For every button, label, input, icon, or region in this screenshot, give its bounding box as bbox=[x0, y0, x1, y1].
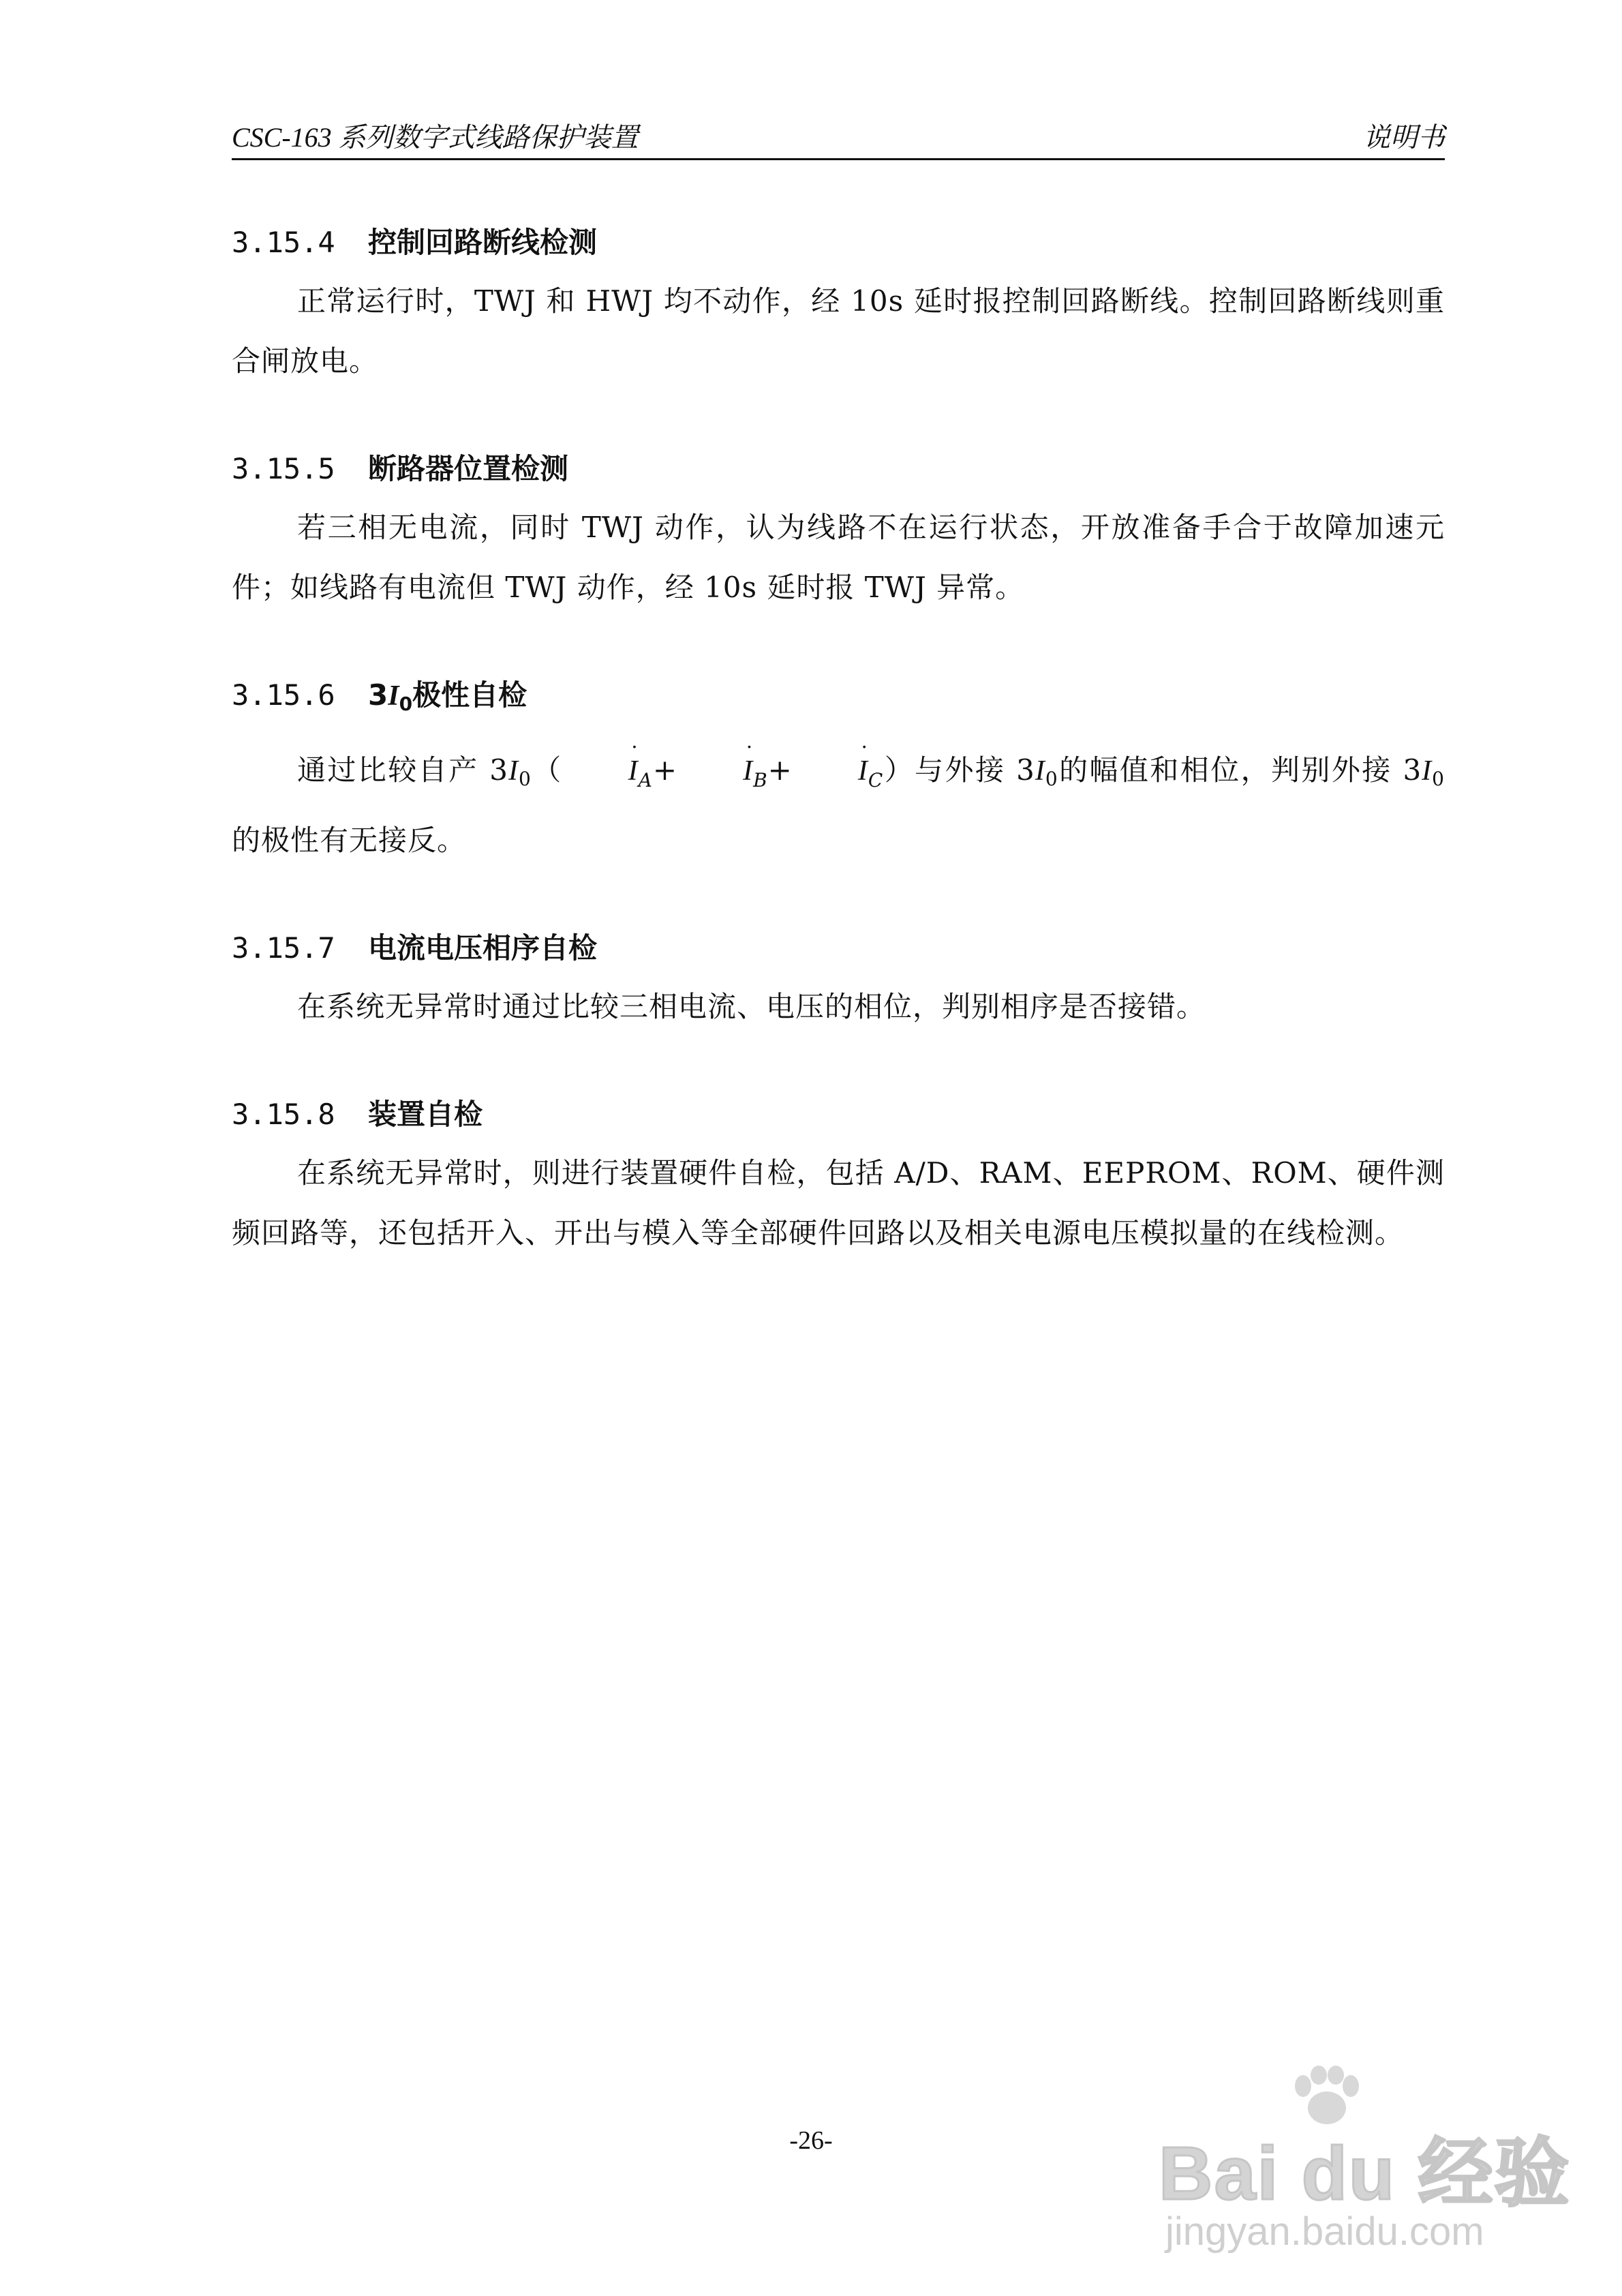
var-i: I bbox=[508, 755, 519, 787]
section-number: 3.15.6 bbox=[232, 678, 335, 712]
watermark-url: jingyan.baidu.com bbox=[1165, 2209, 1484, 2254]
section-paragraph bbox=[232, 740, 1445, 871]
subscript-c: C bbox=[868, 769, 884, 791]
section-heading bbox=[232, 218, 1445, 267]
var-i: I bbox=[1035, 755, 1045, 787]
section-paragraph: 若三相无电流，同时 TWJ 动作，认为线路不在运行状态，开放准备手合于故障加速元件；如线路有电流但 TWJ 动作，经 10s 延时报 TWJ 异常。 bbox=[232, 511, 1445, 604]
text-run: 的极性有无接反。 bbox=[232, 824, 467, 857]
text-run: ）与外接 3 bbox=[883, 753, 1035, 787]
page-header bbox=[232, 116, 1445, 157]
page-content bbox=[232, 218, 1445, 1316]
section-heading bbox=[232, 671, 1445, 720]
section-3-15-7 bbox=[232, 924, 1445, 1037]
subscript-0: 0 bbox=[1045, 768, 1058, 790]
section-heading bbox=[232, 444, 1445, 494]
title-subscript: 0 bbox=[399, 693, 413, 715]
text-run: 的幅值和相位，判别外接 3 bbox=[1058, 753, 1422, 787]
title-prefix: 3 bbox=[368, 678, 388, 712]
section-paragraph: 在系统无异常时，则进行装置硬件自检，包括 A/D、RAM、EEPROM、ROM、硬件测频回路等，还包括开入、开出与模入等全部硬件回路以及相关电源电压模拟量的在线检测。 bbox=[232, 1156, 1445, 1250]
section-number: 3.15.7 bbox=[232, 931, 335, 965]
section-paragraph: 正常运行时，TWJ 和 HWJ 均不动作，经 10s 延时报控制回路断线。控制回路断线则重合闸放电。 bbox=[232, 284, 1445, 378]
subscript-a: A bbox=[638, 769, 653, 791]
section-title: 断路器位置检测 bbox=[368, 452, 569, 485]
section-paragraph: 在系统无异常时通过比较三相电流、电压的相位，判别相序是否接错。 bbox=[297, 990, 1206, 1023]
section-number: 3.15.4 bbox=[232, 226, 335, 259]
section-title: 装置自检 bbox=[368, 1098, 483, 1131]
subscript-0: 0 bbox=[1432, 768, 1445, 790]
section-title: 电流电压相序自检 bbox=[368, 931, 598, 965]
section-number: 3.15.5 bbox=[232, 452, 335, 485]
section-title: 控制回路断线检测 bbox=[368, 226, 598, 259]
title-variable: I bbox=[388, 680, 399, 712]
section-3-15-5 bbox=[232, 444, 1445, 618]
page-number: -26- bbox=[789, 2126, 833, 2155]
baidu-jingyan-watermark bbox=[1159, 2066, 1581, 2270]
header-title: CSC-163 系列数字式线路保护装置 bbox=[232, 122, 639, 153]
header-doc-type: 说明书 bbox=[1363, 122, 1445, 153]
section-title: 极性自检 bbox=[412, 678, 527, 712]
header-rule bbox=[232, 158, 1445, 160]
phasor-i-b: · I bbox=[677, 741, 753, 801]
text-run: （ bbox=[531, 753, 563, 787]
phasor-i-a: · I bbox=[563, 741, 639, 801]
plus-sign: + bbox=[767, 753, 793, 787]
subscript-0: 0 bbox=[518, 768, 532, 790]
section-heading bbox=[232, 924, 1445, 973]
text-run: 通过比较自产 3 bbox=[297, 753, 508, 787]
plus-sign: + bbox=[652, 753, 678, 787]
section-3-15-8 bbox=[232, 1090, 1445, 1263]
var-i: I bbox=[1422, 755, 1433, 787]
watermark-logo: Bai du 经验 bbox=[1159, 2132, 1571, 2216]
subscript-b: B bbox=[753, 769, 768, 791]
phasor-i-c: · I bbox=[793, 741, 868, 801]
section-3-15-6 bbox=[232, 671, 1445, 871]
section-heading bbox=[232, 1090, 1445, 1139]
section-number: 3.15.8 bbox=[232, 1098, 335, 1131]
section-3-15-4 bbox=[232, 218, 1445, 391]
